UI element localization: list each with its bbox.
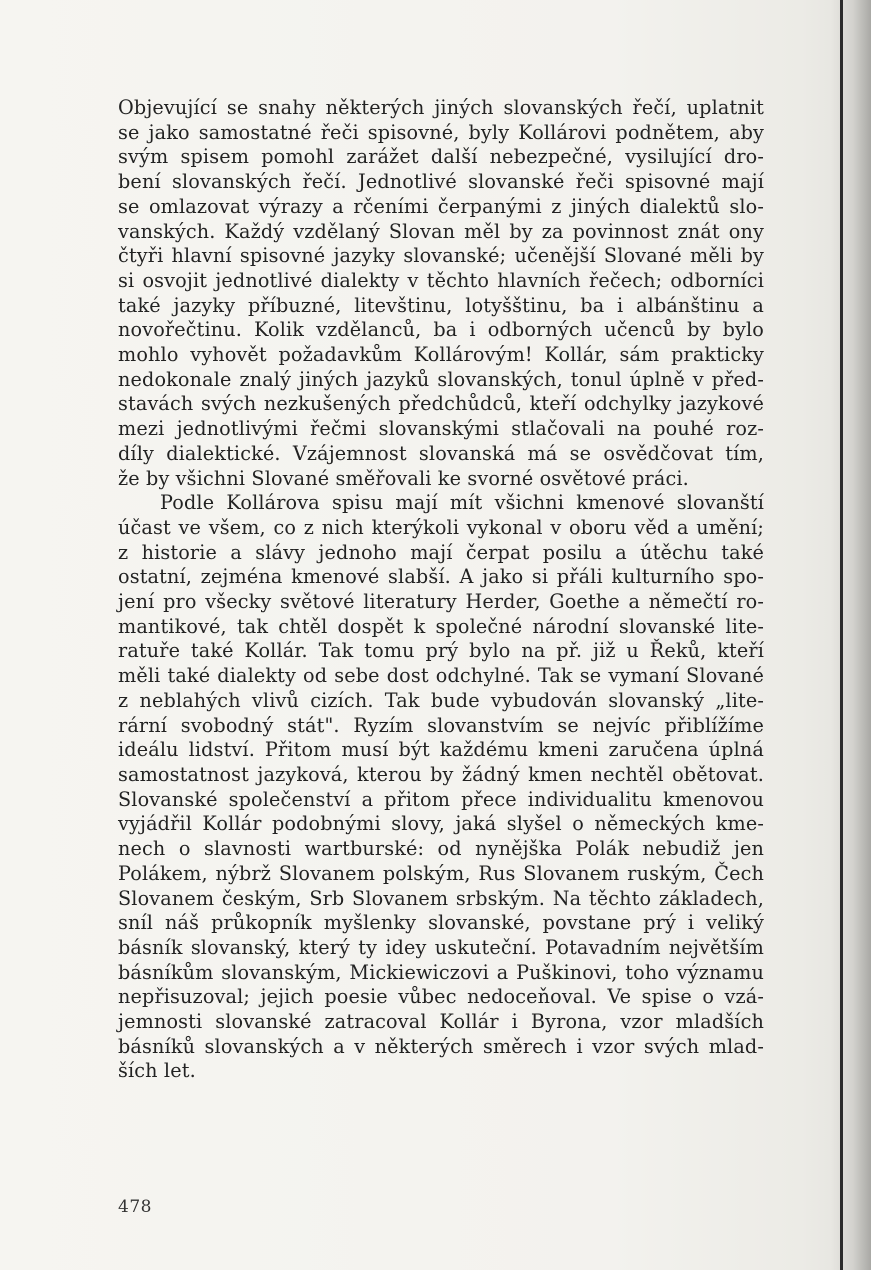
text-line: ratuře také Kollár. Tak tomu prý bylo na př. již u Řeků, kteří [118,639,764,663]
text-line: jemnosti slovanské zatracoval Kollár i Byrona, vzor mladších [118,1010,764,1034]
text-line: Polákem, nýbrž Slovanem polským, Rus Slovanem ruským, Čech [118,861,764,885]
text-line: z neblahých vlivů cizích. Tak bude vybudován slovanský „lite- [118,688,764,712]
text-line: samostatnost jazyková, kterou by žádný kmen nechtěl obětovat. [118,762,764,786]
text-line: novořečtinu. Kolik vzdělanců, ba i odborných učenců by bylo [118,318,764,342]
text-line: jení pro všecky světové literatury Herder, Goethe a němečtí ro- [118,590,764,614]
text-line: čtyři hlavní spisovné jazyky slovanské; učenější Slované měli by [118,244,764,268]
text-line: mezi jednotlivými řečmi slovanskými stlačovali na pouhé roz- [118,417,764,441]
text-line: ideálu lidství. Přitom musí být každému kmeni zaručena úplná [118,738,764,762]
text-line: mohlo vyhovět požadavkům Kollárovým! Kollár, sám prakticky [118,343,764,367]
text-line: vyjádřil Kollár podobnými slovy, jaká slyšel o německých kme- [118,812,764,836]
text-line: Objevující se snahy některých jiných slovanských řečí, uplatnit [118,96,764,119]
text-line: se jako samostatné řeči spisovné, byly Kollárovi podnětem, aby [118,120,764,144]
page-binding-edge [840,0,843,1270]
text-line: Slovanské společenství a přitom přece individualitu kmenovou [118,787,764,811]
text-line: nech o slavnosti wartburské: od nynějška Polák nebudiž jen [118,837,764,861]
text-line: ostatní, zejména kmenové slabší. A jako si přáli kulturního spo- [118,565,764,589]
text-line: svým spisem pomohl zarážet další nebezpečné, vysilující dro- [118,145,764,169]
text-line: básník slovanský, který ty idey uskuteční. Potavadním největším [118,935,764,959]
paragraph-start-line: Podle Kollárova spisu mají mít všichni kmenové slovanští [160,491,764,515]
text-line: rární svobodný stát". Ryzím slovanstvím se nejvíc přiblížíme [118,713,764,737]
text-line: nepřisuzoval; jejich poesie vůbec nedoceňoval. Ve spise o vzá- [118,985,764,1009]
text-line: mantikové, tak chtěl dospět k společné národní slovanské lite- [118,614,764,638]
text-line: vanských. Každý vzdělaný Slovan měl by za povinnost znát ony [118,219,764,243]
text-line: také jazyky příbuzné, litevštinu, lotyšštinu, ba i albánštinu a [118,293,764,317]
paragraph-end-line: ších let. [118,1059,196,1083]
text-line: Slovanem českým, Srb Slovanem srbským. Na těchto základech, [118,886,764,910]
text-line: básníků slovanských a v některých směrech i vzor svých mlad- [118,1034,764,1058]
page-binding-shadow [831,0,871,1270]
text-line: účast ve všem, co z nich kterýkoli vykonal v oboru věd a umění; [118,515,764,539]
body-text [118,96,764,1084]
text-line: z historie a slávy jednoho mají čerpat posilu a útěchu také [118,540,764,564]
text-line: se omlazovat výrazy a rčeními čerpanými z jiných dialektů slo- [118,194,764,218]
text-line: nedokonale znalý jiných jazyků slovanských, tonul úplně v před- [118,367,764,391]
page-number: 478 [118,1197,152,1217]
text-line: stavách svých nezkušených předchůdců, kteří odchylky jazykové [118,392,764,416]
text-line: sníl náš průkopník myšlenky slovanské, povstane prý i veliký [118,911,764,935]
text-line: bení slovanských řečí. Jednotlivé slovanské řeči spisovné mají [118,170,764,194]
text-line: díly dialektické. Vzájemnost slovanská má se osvědčovat tím, [118,441,764,465]
text-line: si osvojit jednotlivé dialekty v těchto hlavních řečech; odborníci [118,268,764,292]
text-line: básníkům slovanským, Mickiewiczovi a Puškinovi, toho významu [118,960,764,984]
paragraph-end-line: že by všichni Slované směřovali ke svorné osvětové práci. [118,466,689,490]
text-line: měli také dialekty od sebe dost odchylné. Tak se vymaní Slované [118,664,764,688]
